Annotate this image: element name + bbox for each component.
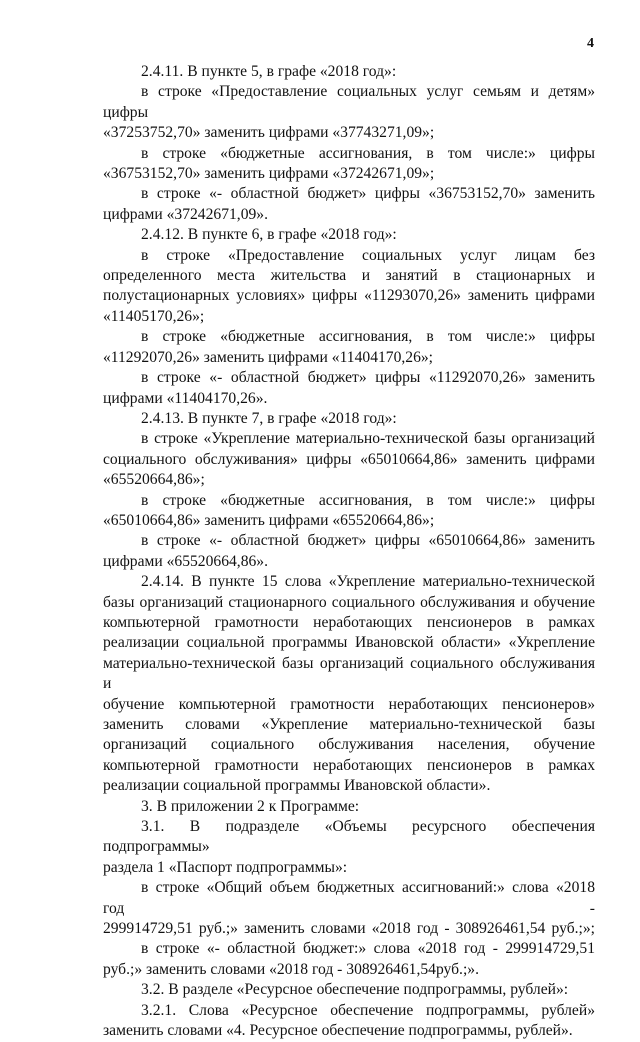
text-line: «11405170,26»;	[103, 307, 205, 325]
text-line: «65520664,86»;	[103, 471, 205, 489]
text-line: 3.2. В разделе «Ресурсное обеспечение подпрограммы, рублей»:	[141, 981, 569, 999]
text-line: социального обслуживания» цифры «65010664,86» заменить цифрами	[103, 450, 595, 468]
text-line: в строке «- областной бюджет:» слова «2018 год - 299914729,51	[141, 940, 595, 958]
text-line: 299914729,51 руб.;» заменить словами «2018 год - 308926461,54 руб.;»;	[103, 920, 595, 938]
text-line: цифрами «65520664,86».	[103, 552, 268, 570]
text-line: в строке «Предоставление социальных услуг лицам без	[141, 246, 595, 264]
text-line: раздела 1 «Паспорт подпрограммы»:	[103, 858, 348, 876]
text-line: в строке «бюджетные ассигнования, в том числе:» цифры	[141, 328, 595, 346]
text-line: в строке «бюджетные ассигнования, в том числе:» цифры	[141, 144, 595, 162]
text-line: определенного места жительства и занятий в стационарных и	[103, 267, 595, 285]
text-line: компьютерной грамотности неработающих пенсионеров в рамках	[103, 613, 595, 631]
text-line: базы организаций стационарного социального обслуживания и обучение	[103, 593, 595, 611]
text-line: 2.4.13. В пункте 7, в графе «2018 год»:	[141, 409, 397, 427]
text-line: 3. В приложении 2 к Программе:	[141, 797, 360, 815]
text-line: в строке «- областной бюджет» цифры «36753152,70» заменить	[141, 185, 595, 203]
text-line: 3.1. В подразделе «Объемы ресурсного обеспечения подпрограммы»	[103, 818, 595, 856]
text-line: «11292070,26» заменить цифрами «11404170,26»;	[103, 348, 434, 366]
text-line: в строке «- областной бюджет» цифры «65010664,86» заменить	[141, 532, 595, 550]
text-line: «65010664,86» заменить цифрами «65520664,86»;	[103, 511, 435, 529]
text-line: заменить словами «Укрепление материально-технической базы	[103, 716, 595, 733]
text-line: обучение компьютерной грамотности неработающих пенсионеров»	[103, 695, 595, 713]
text-line: заменить словами «4. Ресурсное обеспечение подпрограммы, рублей».	[103, 1022, 573, 1040]
text-line: реализации социальной программы Ивановской области».	[103, 777, 491, 795]
page-number: 4	[587, 36, 594, 51]
text-line: 2.4.14. В пункте 15 слова «Укрепление материально-технической	[141, 573, 595, 591]
text-line: «37253752,70» заменить цифрами «37743271,09»;	[103, 124, 435, 142]
text-line: цифрами «11404170,26».	[103, 389, 268, 407]
text-line: в строке «- областной бюджет» цифры «11292070,26» заменить	[141, 369, 595, 387]
document-body	[103, 62, 595, 1042]
text-line: «36753152,70» заменить цифрами «37242671,09»;	[103, 165, 435, 183]
text-line: 3.2.1. Слова «Ресурсное обеспечение подпрограммы, рублей»	[141, 1001, 595, 1019]
text-line: компьютерной грамотности неработающих пенсионеров в рамках	[103, 756, 595, 774]
text-line: реализации социальной программы Ивановской области» «Укрепление	[103, 634, 595, 652]
text-line: 2.4.12. В пункте 6, в графе «2018 год»:	[141, 226, 397, 244]
text-line: в строке «Предоставление социальных услуг семьям и детям» цифры	[103, 83, 595, 121]
text-line: материально-технической базы организаций социального обслуживания и	[103, 654, 595, 693]
text-line: руб.;» заменить словами «2018 год - 308926461,54руб.;».	[103, 960, 479, 978]
text-line: в строке «бюджетные ассигнования, в том числе:» цифры	[141, 491, 595, 509]
text-line: полустационарных условиях» цифры «11293070,26» заменить цифрами	[103, 287, 595, 305]
text-line: в строке «Укрепление материально-технической базы организаций	[141, 430, 595, 448]
text-line: в строке «Общий объем бюджетных ассигнований:» слова «2018 год -	[103, 879, 595, 917]
text-line: 2.4.11. В пункте 5, в графе «2018 год»:	[141, 63, 397, 80]
text-line: цифрами «37242671,09».	[103, 205, 268, 223]
text-line: организаций социального обслуживания населения, обучение	[103, 736, 595, 754]
